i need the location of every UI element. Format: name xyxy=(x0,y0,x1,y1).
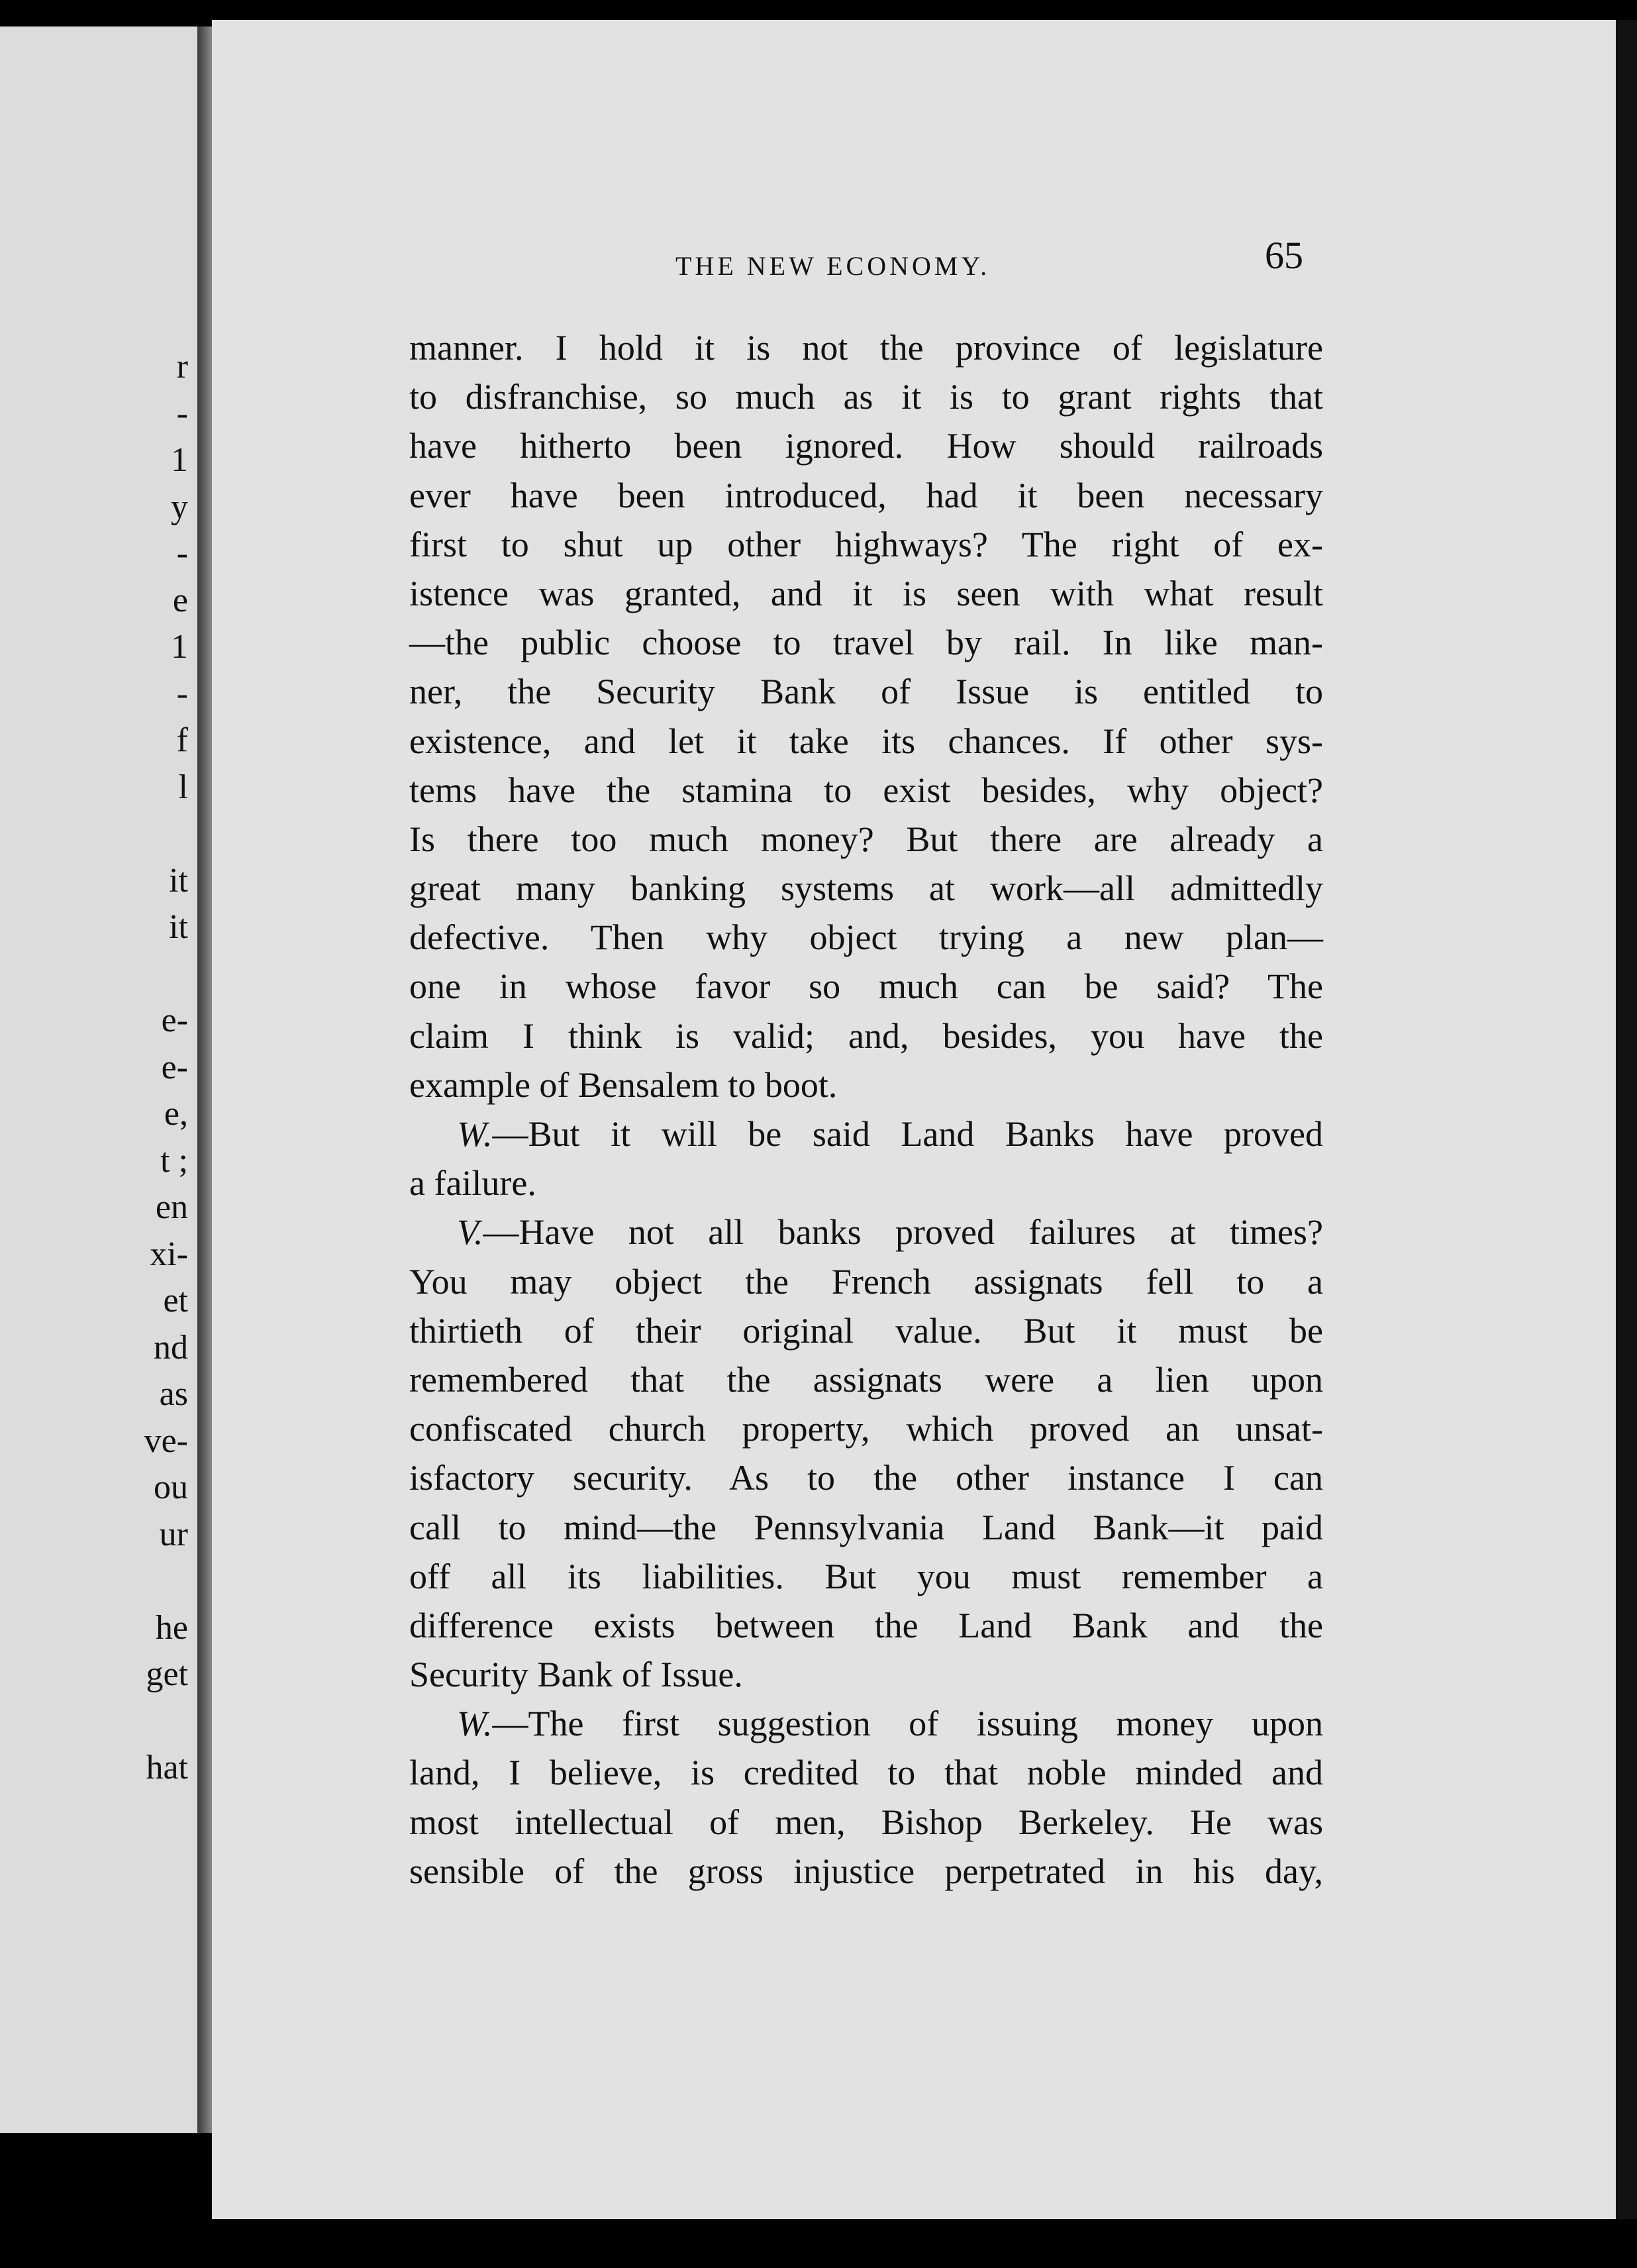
text-line: thirtieth of their original value. But it must be xyxy=(409,1310,1323,1351)
text-line: Is there too much money? But there are already a xyxy=(409,819,1323,859)
text-line: —the public choose to travel by rail. In like man- xyxy=(409,623,1323,663)
text-line: one in whose favor so much can be said? The xyxy=(409,966,1323,1007)
facing-page-fragment: xi- xyxy=(150,1235,188,1273)
text-line: defective. Then why object trying a new plan— xyxy=(409,917,1323,958)
speaker-label: V. xyxy=(457,1212,483,1253)
speaker-label: W. xyxy=(457,1114,493,1154)
page-outer-edge xyxy=(1616,20,1637,2219)
facing-page-fragment: l xyxy=(178,768,188,806)
facing-page-fragment: ur xyxy=(159,1515,188,1553)
text-line: difference exists between the Land Bank and the xyxy=(409,1605,1323,1645)
facing-page-fragment: nd xyxy=(154,1328,188,1366)
text-line: ever have been introduced, had it been necessary xyxy=(409,475,1323,515)
text-line: example of Bensalem to boot. xyxy=(409,1064,838,1105)
facing-page-fragment: e, xyxy=(164,1095,188,1133)
running-head: THE NEW ECONOMY. xyxy=(675,251,991,281)
facing-page-fragment: r xyxy=(176,348,188,386)
book-gutter xyxy=(197,26,212,2133)
page-number: 65 xyxy=(1265,234,1303,277)
text-line: manner. I hold it is not the province of legislature xyxy=(409,328,1323,368)
facing-page-fragment: f xyxy=(176,721,188,759)
facing-page-fragment: en xyxy=(155,1188,188,1226)
facing-page-fragment: it xyxy=(169,908,188,946)
facing-page-fragment: ve- xyxy=(144,1421,188,1460)
facing-page-fragment: - xyxy=(176,394,188,433)
text-line: ner, the Security Bank of Issue is entitled to xyxy=(409,672,1323,712)
text-line xyxy=(409,1109,1323,1159)
text-line: first to shut up other highways? The right of ex- xyxy=(409,524,1323,564)
text-line xyxy=(409,1699,1323,1748)
facing-page-fragment: 1 xyxy=(171,628,188,666)
line-text: —Have not all banks proved failures at times? xyxy=(483,1212,1323,1253)
speaker-label: W. xyxy=(457,1704,493,1744)
text-line: isfactory security. As to the other instance I can xyxy=(409,1458,1323,1498)
text-line: to disfranchise, so much as it is to grant rights that xyxy=(409,377,1323,417)
text-line: istence was granted, and it is seen with what result xyxy=(409,573,1323,613)
facing-page-fragment: et xyxy=(163,1282,188,1319)
facing-page-fragment: get xyxy=(146,1655,188,1693)
facing-page-fragment: e- xyxy=(161,1002,188,1039)
text-line: great many banking systems at work—all admittedly xyxy=(409,868,1323,909)
facing-page-fragment: ou xyxy=(154,1469,188,1506)
text-line xyxy=(409,1208,1323,1257)
text-line: confiscated church property, which proved an unsat- xyxy=(409,1409,1323,1449)
facing-page-fragment: e xyxy=(172,581,188,619)
facing-page-edge xyxy=(0,26,201,2133)
text-line: most intellectual of men, Bishop Berkeley. He was xyxy=(409,1802,1323,1842)
text-line: a failure. xyxy=(409,1163,536,1204)
text-line: sensible of the gross injustice perpetrated in his day, xyxy=(409,1851,1323,1891)
line-text: —The first suggestion of issuing money upon xyxy=(492,1704,1323,1744)
facing-page-fragment: e- xyxy=(161,1048,188,1086)
text-line: call to mind—the Pennsylvania Land Bank—it paid xyxy=(409,1507,1323,1547)
facing-page-fragment: hat xyxy=(146,1749,188,1786)
text-line: Security Bank of Issue. xyxy=(409,1655,743,1695)
text-line: You may object the French assignats fell to a xyxy=(409,1261,1323,1302)
facing-page-fragment: - xyxy=(176,674,188,713)
text-line: off all its liabilities. But you must remember a xyxy=(409,1556,1323,1596)
text-line: have hitherto been ignored. How should railroads xyxy=(409,426,1323,466)
text-line: claim I think is valid; and, besides, you have the xyxy=(409,1015,1323,1056)
facing-page-fragment: - xyxy=(176,535,188,572)
facing-page-fragment: as xyxy=(159,1375,188,1413)
text-line: existence, and let it take its chances. If other sys- xyxy=(409,721,1323,761)
facing-page-fragment: t ; xyxy=(160,1141,188,1180)
body-text xyxy=(409,323,1323,1896)
facing-page-fragment: 1 xyxy=(171,441,188,479)
text-line: tems have the stamina to exist besides, why object? xyxy=(409,770,1323,810)
text-line: land, I believe, is credited to that noble minded and xyxy=(409,1753,1323,1793)
facing-page-fragment: y xyxy=(171,488,188,526)
facing-page-fragment: he xyxy=(155,1608,188,1647)
facing-page-fragment: it xyxy=(169,861,188,900)
text-line: remembered that the assignats were a lien upon xyxy=(409,1359,1323,1400)
line-text: —But it will be said Land Banks have proved xyxy=(492,1114,1323,1154)
